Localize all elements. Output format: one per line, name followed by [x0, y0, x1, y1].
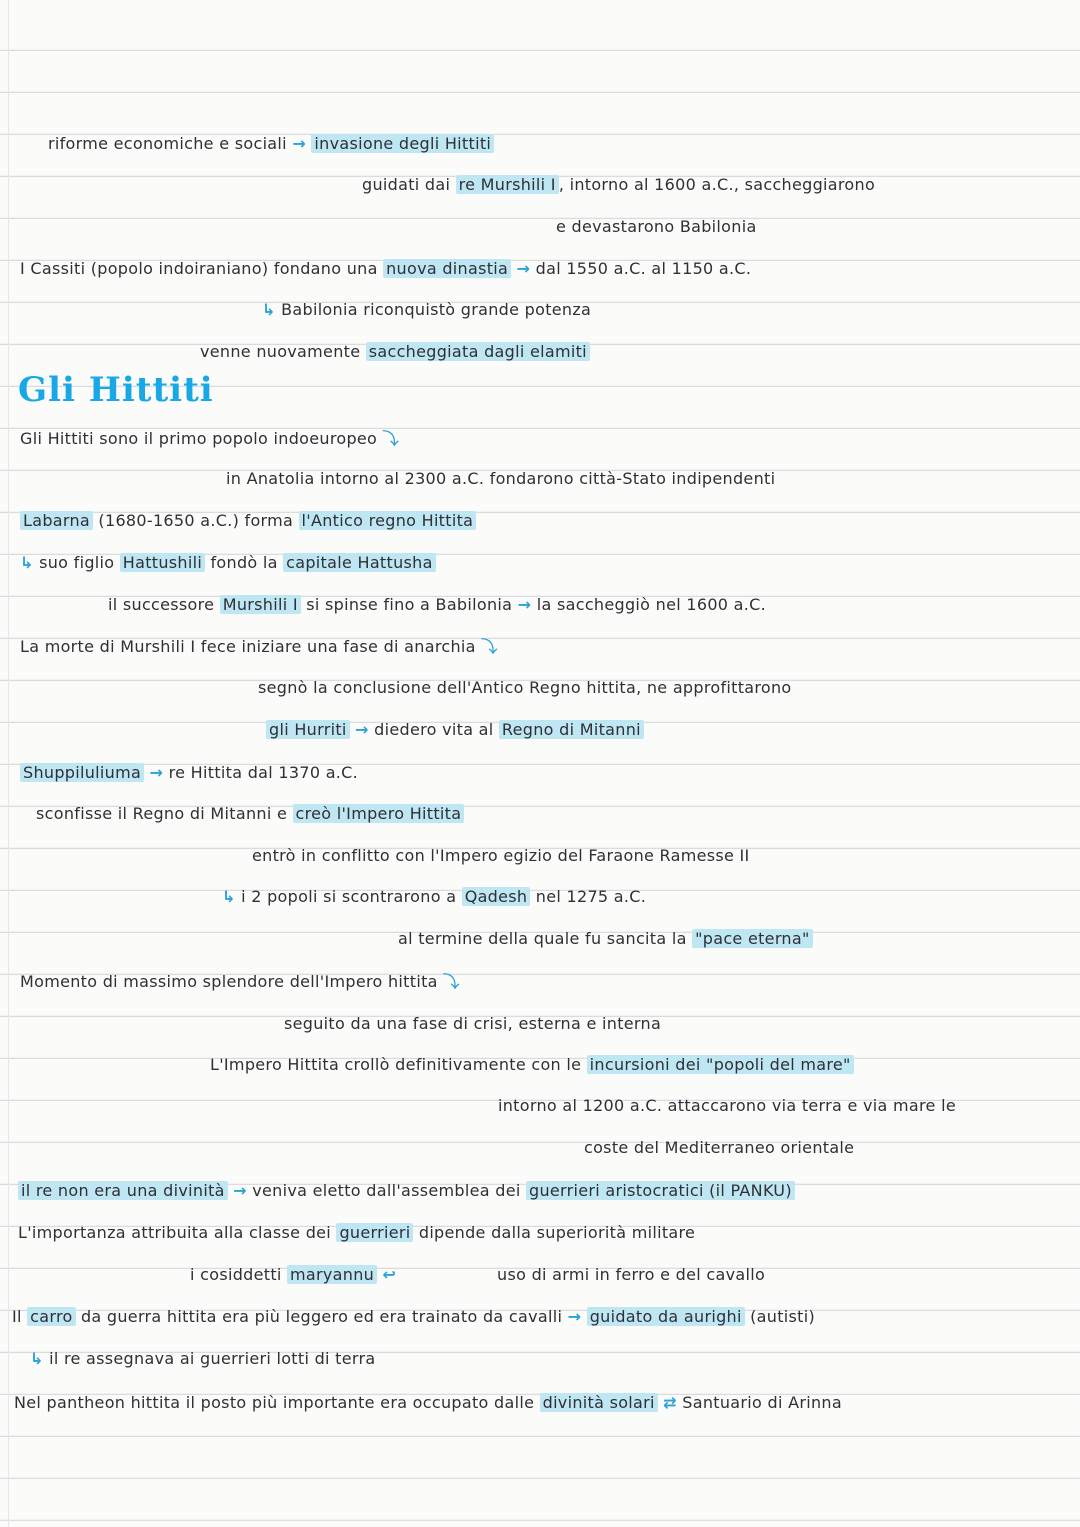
note-text: fondò la — [210, 553, 278, 572]
note-line — [36, 803, 464, 825]
highlighted-text: capitale Hattusha — [283, 553, 436, 572]
highlighted-text: creò l'Impero Hittita — [293, 804, 465, 823]
note-text: i cosiddetti — [190, 1265, 282, 1284]
highlighted-text: divinità solari — [540, 1393, 658, 1412]
highlighted-text: "pace eterna" — [692, 929, 813, 948]
highlighted-text: nuova dinastia — [383, 259, 511, 278]
highlighted-text: saccheggiata dagli elamiti — [366, 342, 590, 361]
note-line — [262, 299, 591, 321]
highlighted-text: Murshili I — [220, 595, 301, 614]
arrow-icon: → — [567, 1307, 582, 1326]
note-line — [362, 174, 875, 196]
note-text: Il — [12, 1307, 22, 1326]
note-text: coste del Mediterraneo orientale — [584, 1138, 855, 1157]
highlighted-text: maryannu — [287, 1265, 377, 1284]
note-text: Momento di massimo splendore dell'Impero hittita — [20, 972, 438, 991]
arrow-icon: → — [292, 134, 307, 153]
highlighted-text: Hattushili — [120, 553, 205, 572]
arrow-icon: → — [516, 259, 531, 278]
note-text: in Anatolia intorno al 2300 a.C. fondarono città-Stato indipendenti — [226, 469, 776, 488]
highlighted-text: Regno di Mitanni — [499, 720, 644, 739]
highlighted-text: incursioni dei "popoli del mare" — [587, 1055, 854, 1074]
note-line — [20, 971, 459, 993]
note-text: i 2 popoli si scontrarono a — [241, 887, 457, 906]
note-line — [18, 1180, 795, 1202]
note-text: venne nuovamente — [200, 342, 361, 361]
highlighted-text: guerrieri aristocratici (il PANKU) — [526, 1181, 795, 1200]
highlighted-text: gli Hurriti — [266, 720, 350, 739]
note-text: I Cassiti (popolo indoiraniano) fondano una — [20, 259, 378, 278]
note-text: veniva eletto dall'assemblea dei — [252, 1181, 521, 1200]
note-line — [12, 1306, 815, 1328]
curved-arrow-icon: ↳ — [30, 1349, 44, 1368]
curved-arrow-icon: ⤵ — [382, 429, 399, 448]
note-text: segnò la conclusione dell'Antico Regno hittita, ne approfittarono — [258, 678, 792, 697]
curved-arrow-icon: ⤵ — [443, 972, 460, 991]
note-text: L'Impero Hittita crollò definitivamente con le — [210, 1055, 582, 1074]
note-text: riforme economiche e sociali — [48, 134, 287, 153]
highlighted-text: Qadesh — [462, 887, 531, 906]
highlighted-text: guerrieri — [336, 1223, 413, 1242]
note-line — [48, 133, 494, 155]
note-text: La morte di Murshili I fece iniziare una fase di anarchia — [20, 637, 476, 656]
curved-arrow-icon: ⇄ — [663, 1393, 677, 1412]
note-line — [20, 510, 476, 532]
note-text: da guerra hittita era più leggero ed era trainato da cavalli — [80, 1307, 563, 1326]
note-text: , intorno al 1600 a.C., saccheggiarono — [558, 175, 876, 194]
note-text: intorno al 1200 a.C. attaccarono via terra e via mare le — [498, 1096, 956, 1115]
note-text: al termine della quale fu sancita la — [398, 929, 687, 948]
note-text: la saccheggiò nel 1600 a.C. — [536, 595, 767, 614]
note-line — [398, 928, 813, 950]
note-line — [266, 719, 644, 741]
highlighted-text: l'Antico regno Hittita — [299, 511, 477, 530]
note-line — [556, 216, 757, 238]
highlighted-text: invasione degli Hittiti — [311, 134, 494, 153]
note-text: nel 1275 a.C. — [535, 887, 647, 906]
note-line — [252, 845, 750, 867]
back-arrow-icon: ↩ — [382, 1265, 397, 1284]
note-line — [20, 552, 436, 574]
note-line — [584, 1137, 854, 1159]
note-text: Babilonia riconquistò grande potenza — [281, 300, 592, 319]
note-text: dipende dalla superiorità militare — [418, 1223, 696, 1242]
highlighted-text: Labarna — [20, 511, 93, 530]
curved-arrow-icon: ⤵ — [481, 637, 498, 656]
note-line — [20, 258, 751, 280]
note-line — [18, 1222, 695, 1244]
highlighted-text: il re non era una divinità — [18, 1181, 228, 1200]
note-line — [30, 1348, 375, 1370]
note-line — [20, 636, 497, 658]
note-text: il re assegnava ai guerrieri lotti di terra — [49, 1349, 376, 1368]
note-text: re Hittita dal 1370 a.C. — [168, 763, 359, 782]
curved-arrow-icon: ↳ — [20, 553, 34, 572]
note-line — [20, 762, 358, 784]
note-line — [258, 677, 792, 699]
note-text: L'importanza attribuita alla classe dei — [18, 1223, 332, 1242]
note-line — [284, 1013, 661, 1035]
note-text: seguito da una fase di crisi, esterna e interna — [284, 1014, 662, 1033]
note-text: e devastarono Babilonia — [556, 217, 757, 236]
highlighted-text: Shuppiluliuma — [20, 763, 144, 782]
note-text: dal 1550 a.C. al 1150 a.C. — [535, 259, 752, 278]
note-line — [20, 428, 399, 450]
arrow-icon: → — [149, 763, 164, 782]
note-text: guidati dai — [362, 175, 451, 194]
note-text: (1680-1650 a.C.) forma — [98, 511, 294, 530]
highlighted-text: re Murshili I — [456, 175, 559, 194]
note-line — [222, 886, 646, 908]
highlighted-text: guidato da aurighi — [587, 1307, 745, 1326]
note-text: entrò in conflitto con l'Impero egizio del Faraone Ramesse II — [252, 846, 750, 865]
note-line — [210, 1054, 854, 1076]
note-text: il successore — [108, 595, 215, 614]
note-text: si spinse fino a Babilonia — [306, 595, 513, 614]
note-text: uso di armi in ferro e del cavallo — [497, 1265, 766, 1284]
arrow-icon: → — [355, 720, 369, 739]
note-text: sconfisse il Regno di Mitanni e — [36, 804, 288, 823]
note-line — [14, 1392, 842, 1414]
note-text: suo figlio — [39, 553, 115, 572]
curved-arrow-icon: ↳ — [262, 300, 276, 319]
arrow-icon: → — [233, 1181, 247, 1200]
note-text: Gli Hittiti sono il primo popolo indoeuropeo — [20, 429, 378, 448]
note-text: diedero vita al — [374, 720, 494, 739]
note-text: Nel pantheon hittita il posto più importante era occupato dalle — [14, 1393, 535, 1412]
note-text: Santuario di Arinna — [682, 1393, 842, 1412]
note-line — [108, 594, 766, 616]
note-line — [200, 341, 590, 363]
margin-line — [8, 0, 9, 1527]
note-line — [498, 1095, 956, 1117]
highlighted-text: carro — [27, 1307, 75, 1326]
section-heading: Gli Hittiti — [18, 370, 214, 410]
note-line — [190, 1264, 765, 1286]
note-line — [226, 468, 775, 490]
note-text: (autisti) — [750, 1307, 816, 1326]
arrow-icon: → — [517, 595, 532, 614]
curved-arrow-icon: ↳ — [222, 887, 236, 906]
